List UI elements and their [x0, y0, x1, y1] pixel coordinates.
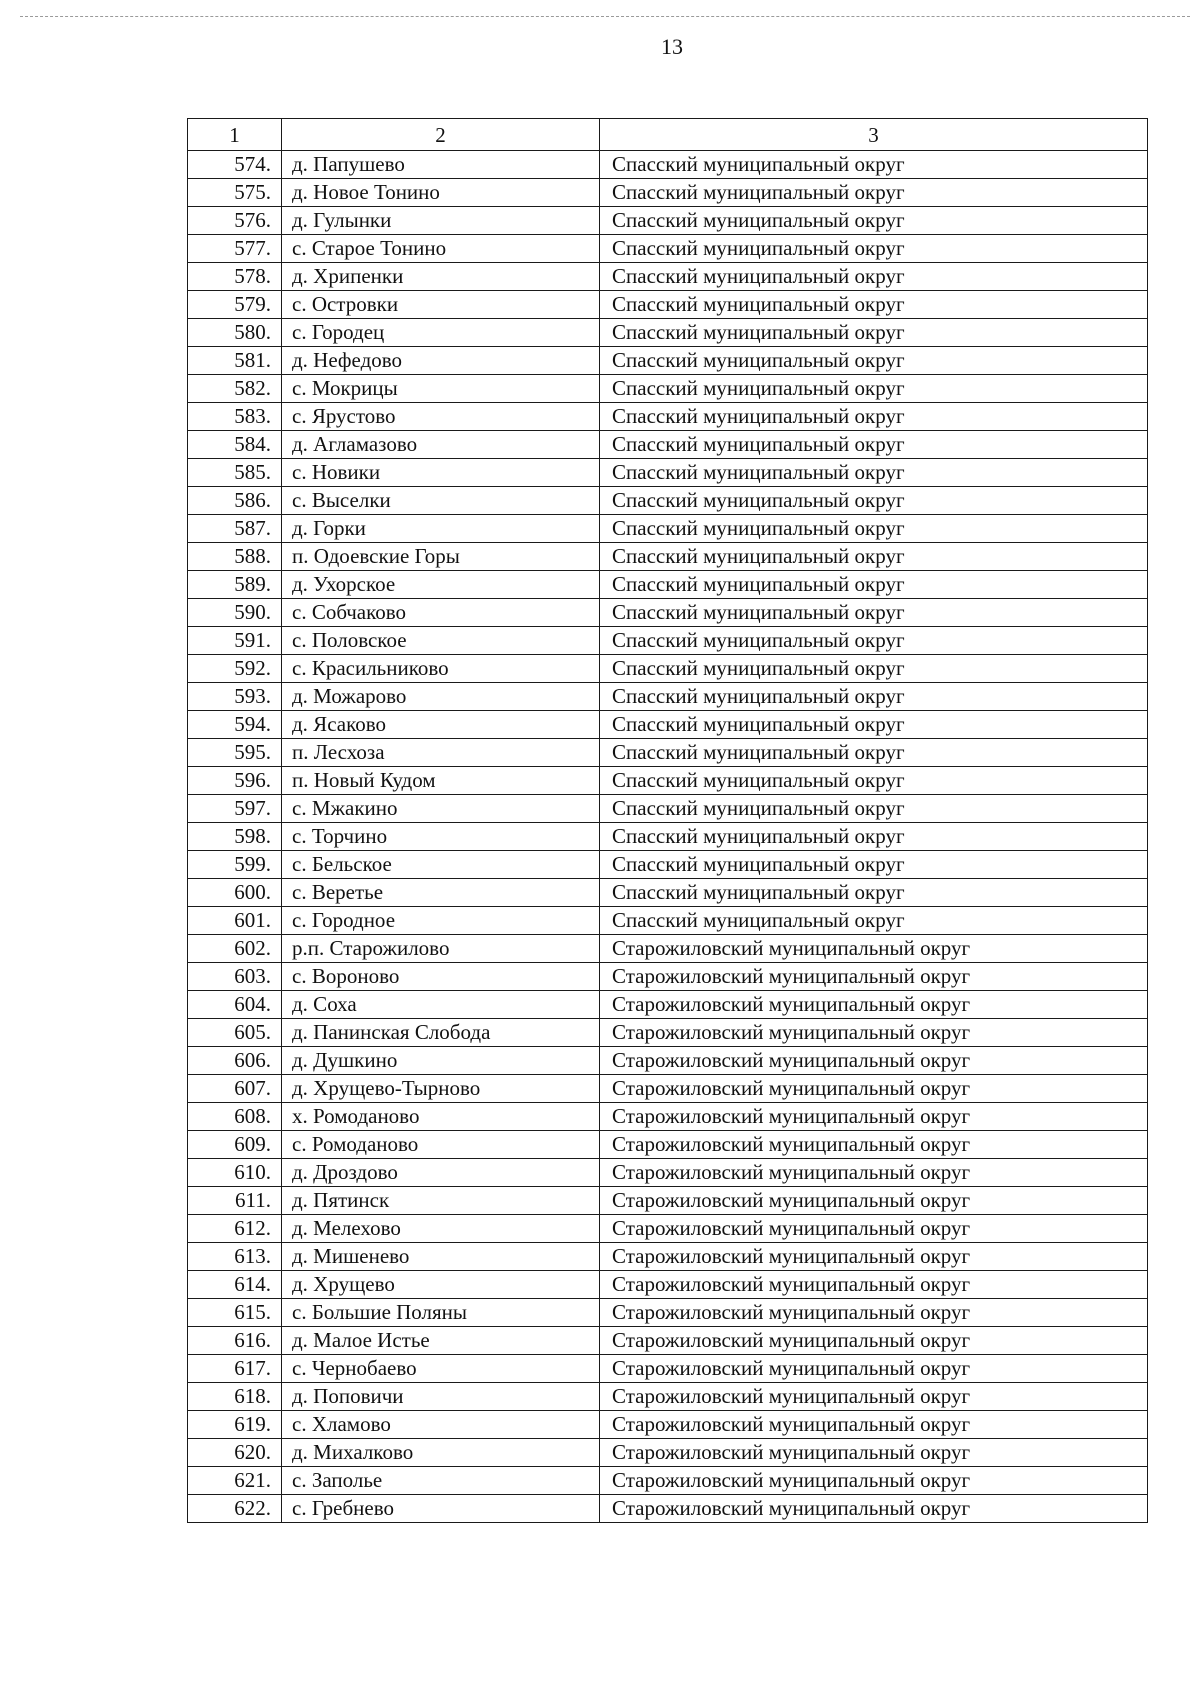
- row-number-cell: 609.: [188, 1131, 282, 1159]
- settlement-name-cell: х. Ромоданово: [282, 1103, 600, 1131]
- settlement-name-cell: с. Гребнево: [282, 1495, 600, 1523]
- row-number-cell: 600.: [188, 879, 282, 907]
- district-name-cell: Старожиловский муниципальный округ: [600, 1131, 1148, 1159]
- district-name-cell: Спасский муниципальный округ: [600, 375, 1148, 403]
- row-number-cell: 604.: [188, 991, 282, 1019]
- header-row: [188, 119, 1148, 151]
- district-name-cell: Старожиловский муниципальный округ: [600, 1383, 1148, 1411]
- settlement-name-cell: д. Малое Истье: [282, 1327, 600, 1355]
- district-name-cell: Спасский муниципальный округ: [600, 431, 1148, 459]
- table-row: [188, 1411, 1148, 1439]
- settlement-name-cell: с. Веретье: [282, 879, 600, 907]
- district-name-cell: Спасский муниципальный округ: [600, 599, 1148, 627]
- district-name-cell: Старожиловский муниципальный округ: [600, 1467, 1148, 1495]
- settlement-name-cell: с. Бельское: [282, 851, 600, 879]
- table-row: [188, 851, 1148, 879]
- row-number-cell: 616.: [188, 1327, 282, 1355]
- settlement-name-cell: д. Ухорское: [282, 571, 600, 599]
- row-number-cell: 618.: [188, 1383, 282, 1411]
- row-number-cell: 585.: [188, 459, 282, 487]
- table-row: [188, 1327, 1148, 1355]
- table-row: [188, 459, 1148, 487]
- row-number-cell: 602.: [188, 935, 282, 963]
- row-number-cell: 578.: [188, 263, 282, 291]
- row-number-cell: 613.: [188, 1243, 282, 1271]
- district-name-cell: Спасский муниципальный округ: [600, 151, 1148, 179]
- district-name-cell: Старожиловский муниципальный округ: [600, 1103, 1148, 1131]
- district-name-cell: Старожиловский муниципальный округ: [600, 1159, 1148, 1187]
- table-row: [188, 1439, 1148, 1467]
- column-header-settlement: 2: [282, 119, 600, 151]
- row-number-cell: 615.: [188, 1299, 282, 1327]
- district-name-cell: Спасский муниципальный округ: [600, 235, 1148, 263]
- row-number-cell: 607.: [188, 1075, 282, 1103]
- district-name-cell: Старожиловский муниципальный округ: [600, 1495, 1148, 1523]
- table-row: [188, 1215, 1148, 1243]
- scan-edge-line: [20, 16, 1190, 17]
- settlement-name-cell: д. Нефедово: [282, 347, 600, 375]
- table-row: [188, 1467, 1148, 1495]
- district-name-cell: Спасский муниципальный округ: [600, 683, 1148, 711]
- table-row: [188, 1159, 1148, 1187]
- table-row: [188, 767, 1148, 795]
- row-number-cell: 582.: [188, 375, 282, 403]
- table-row: [188, 795, 1148, 823]
- table-row: [188, 599, 1148, 627]
- settlement-name-cell: с. Старое Тонино: [282, 235, 600, 263]
- district-name-cell: Старожиловский муниципальный округ: [600, 963, 1148, 991]
- district-name-cell: Спасский муниципальный округ: [600, 459, 1148, 487]
- settlement-name-cell: с. Половское: [282, 627, 600, 655]
- row-number-cell: 590.: [188, 599, 282, 627]
- district-name-cell: Старожиловский муниципальный округ: [600, 1243, 1148, 1271]
- table-row: [188, 1271, 1148, 1299]
- district-name-cell: Спасский муниципальный округ: [600, 823, 1148, 851]
- settlement-name-cell: д. Пятинск: [282, 1187, 600, 1215]
- row-number-cell: 596.: [188, 767, 282, 795]
- district-name-cell: Спасский муниципальный округ: [600, 795, 1148, 823]
- row-number-cell: 598.: [188, 823, 282, 851]
- row-number-cell: 583.: [188, 403, 282, 431]
- district-name-cell: Старожиловский муниципальный округ: [600, 1327, 1148, 1355]
- table-row: [188, 1299, 1148, 1327]
- row-number-cell: 622.: [188, 1495, 282, 1523]
- settlement-name-cell: с. Выселки: [282, 487, 600, 515]
- table-row: [188, 879, 1148, 907]
- table-row: [188, 683, 1148, 711]
- table-row: [188, 711, 1148, 739]
- table-row: [188, 151, 1148, 179]
- settlement-name-cell: с. Торчино: [282, 823, 600, 851]
- settlement-name-cell: р.п. Старожилово: [282, 935, 600, 963]
- row-number-cell: 606.: [188, 1047, 282, 1075]
- district-name-cell: Спасский муниципальный округ: [600, 655, 1148, 683]
- row-number-cell: 592.: [188, 655, 282, 683]
- district-name-cell: Спасский муниципальный округ: [600, 739, 1148, 767]
- table-row: [188, 487, 1148, 515]
- row-number-cell: 577.: [188, 235, 282, 263]
- settlement-name-cell: с. Ромоданово: [282, 1131, 600, 1159]
- table-row: [188, 655, 1148, 683]
- settlements-table: [187, 118, 1148, 1523]
- settlement-name-cell: с. Красильниково: [282, 655, 600, 683]
- row-number-cell: 575.: [188, 179, 282, 207]
- table-row: [188, 263, 1148, 291]
- column-header-number: 1: [188, 119, 282, 151]
- district-name-cell: Спасский муниципальный округ: [600, 571, 1148, 599]
- table-row: [188, 347, 1148, 375]
- settlement-name-cell: д. Мишенево: [282, 1243, 600, 1271]
- district-name-cell: Старожиловский муниципальный округ: [600, 1019, 1148, 1047]
- page-number: 13: [661, 34, 683, 59]
- table-row: [188, 375, 1148, 403]
- row-number-cell: 619.: [188, 1411, 282, 1439]
- settlement-name-cell: с. Собчаково: [282, 599, 600, 627]
- district-name-cell: Старожиловский муниципальный округ: [600, 1187, 1148, 1215]
- district-name-cell: Старожиловский муниципальный округ: [600, 1299, 1148, 1327]
- settlement-name-cell: д. Папушево: [282, 151, 600, 179]
- table-row: [188, 431, 1148, 459]
- district-name-cell: Спасский муниципальный округ: [600, 711, 1148, 739]
- row-number-cell: 574.: [188, 151, 282, 179]
- row-number-cell: 597.: [188, 795, 282, 823]
- table-row: [188, 207, 1148, 235]
- district-name-cell: Старожиловский муниципальный округ: [600, 1215, 1148, 1243]
- row-number-cell: 579.: [188, 291, 282, 319]
- district-name-cell: Спасский муниципальный округ: [600, 347, 1148, 375]
- settlement-name-cell: с. Хламово: [282, 1411, 600, 1439]
- table-row: [188, 739, 1148, 767]
- row-number-cell: 586.: [188, 487, 282, 515]
- table-row: [188, 319, 1148, 347]
- district-name-cell: Старожиловский муниципальный округ: [600, 991, 1148, 1019]
- settlement-name-cell: с. Городец: [282, 319, 600, 347]
- row-number-cell: 587.: [188, 515, 282, 543]
- district-name-cell: Спасский муниципальный округ: [600, 767, 1148, 795]
- row-number-cell: 617.: [188, 1355, 282, 1383]
- settlement-name-cell: с. Островки: [282, 291, 600, 319]
- table-header: [188, 119, 1148, 151]
- settlement-name-cell: д. Агламазово: [282, 431, 600, 459]
- table-row: [188, 935, 1148, 963]
- column-header-district: 3: [600, 119, 1148, 151]
- settlement-name-cell: д. Ясаково: [282, 711, 600, 739]
- district-name-cell: Спасский муниципальный округ: [600, 851, 1148, 879]
- settlement-name-cell: д. Панинская Слобода: [282, 1019, 600, 1047]
- row-number-cell: 580.: [188, 319, 282, 347]
- row-number-cell: 589.: [188, 571, 282, 599]
- table-row: [188, 1383, 1148, 1411]
- table-row: [188, 963, 1148, 991]
- district-name-cell: Спасский муниципальный округ: [600, 515, 1148, 543]
- table-row: [188, 1103, 1148, 1131]
- table-row: [188, 1187, 1148, 1215]
- row-number-cell: 603.: [188, 963, 282, 991]
- settlement-name-cell: д. Михалково: [282, 1439, 600, 1467]
- settlement-name-cell: д. Хрущево-Тырново: [282, 1075, 600, 1103]
- row-number-cell: 608.: [188, 1103, 282, 1131]
- district-name-cell: Спасский муниципальный округ: [600, 403, 1148, 431]
- row-number-cell: 588.: [188, 543, 282, 571]
- row-number-cell: 612.: [188, 1215, 282, 1243]
- table-row: [188, 991, 1148, 1019]
- row-number-cell: 620.: [188, 1439, 282, 1467]
- row-number-cell: 594.: [188, 711, 282, 739]
- settlement-name-cell: д. Хрипенки: [282, 263, 600, 291]
- row-number-cell: 610.: [188, 1159, 282, 1187]
- table-body: [188, 151, 1148, 1523]
- table-row: [188, 823, 1148, 851]
- row-number-cell: 611.: [188, 1187, 282, 1215]
- row-number-cell: 595.: [188, 739, 282, 767]
- table-row: [188, 1131, 1148, 1159]
- settlement-name-cell: с. Большие Поляны: [282, 1299, 600, 1327]
- table-row: [188, 1243, 1148, 1271]
- settlement-name-cell: д. Горки: [282, 515, 600, 543]
- settlement-name-cell: с. Вороново: [282, 963, 600, 991]
- table-row: [188, 1355, 1148, 1383]
- settlement-name-cell: д. Соха: [282, 991, 600, 1019]
- district-name-cell: Спасский муниципальный округ: [600, 291, 1148, 319]
- table-row: [188, 1495, 1148, 1523]
- district-name-cell: Спасский муниципальный округ: [600, 543, 1148, 571]
- district-name-cell: Спасский муниципальный округ: [600, 907, 1148, 935]
- table-row: [188, 907, 1148, 935]
- district-name-cell: Старожиловский муниципальный округ: [600, 1411, 1148, 1439]
- district-name-cell: Спасский муниципальный округ: [600, 627, 1148, 655]
- settlement-name-cell: с. Городное: [282, 907, 600, 935]
- district-name-cell: Спасский муниципальный округ: [600, 319, 1148, 347]
- district-name-cell: Спасский муниципальный округ: [600, 879, 1148, 907]
- row-number-cell: 576.: [188, 207, 282, 235]
- settlement-name-cell: п. Одоевские Горы: [282, 543, 600, 571]
- table-row: [188, 571, 1148, 599]
- table-row: [188, 403, 1148, 431]
- settlement-name-cell: д. Новое Тонино: [282, 179, 600, 207]
- district-name-cell: Спасский муниципальный округ: [600, 179, 1148, 207]
- row-number-cell: 581.: [188, 347, 282, 375]
- row-number-cell: 599.: [188, 851, 282, 879]
- settlement-name-cell: с. Чернобаево: [282, 1355, 600, 1383]
- settlement-name-cell: п. Лесхоза: [282, 739, 600, 767]
- row-number-cell: 584.: [188, 431, 282, 459]
- settlement-name-cell: д. Гулынки: [282, 207, 600, 235]
- settlement-name-cell: д. Можарово: [282, 683, 600, 711]
- table-row: [188, 627, 1148, 655]
- settlement-name-cell: д. Душкино: [282, 1047, 600, 1075]
- settlement-name-cell: с. Новики: [282, 459, 600, 487]
- settlement-name-cell: д. Мелехово: [282, 1215, 600, 1243]
- table-row: [188, 179, 1148, 207]
- row-number-cell: 621.: [188, 1467, 282, 1495]
- table-row: [188, 1047, 1148, 1075]
- table-row: [188, 1075, 1148, 1103]
- row-number-cell: 591.: [188, 627, 282, 655]
- row-number-cell: 605.: [188, 1019, 282, 1047]
- settlement-name-cell: п. Новый Кудом: [282, 767, 600, 795]
- settlement-name-cell: с. Мжакино: [282, 795, 600, 823]
- table-row: [188, 515, 1148, 543]
- settlement-name-cell: с. Мокрицы: [282, 375, 600, 403]
- district-name-cell: Старожиловский муниципальный округ: [600, 1075, 1148, 1103]
- district-name-cell: Старожиловский муниципальный округ: [600, 1271, 1148, 1299]
- row-number-cell: 601.: [188, 907, 282, 935]
- district-name-cell: Старожиловский муниципальный округ: [600, 935, 1148, 963]
- district-name-cell: Спасский муниципальный округ: [600, 263, 1148, 291]
- settlement-name-cell: д. Дроздово: [282, 1159, 600, 1187]
- settlement-name-cell: с. Ярустово: [282, 403, 600, 431]
- district-name-cell: Старожиловский муниципальный округ: [600, 1047, 1148, 1075]
- settlement-name-cell: д. Хрущево: [282, 1271, 600, 1299]
- row-number-cell: 593.: [188, 683, 282, 711]
- table-row: [188, 1019, 1148, 1047]
- district-name-cell: Старожиловский муниципальный округ: [600, 1355, 1148, 1383]
- settlement-name-cell: с. Заполье: [282, 1467, 600, 1495]
- district-name-cell: Спасский муниципальный округ: [600, 207, 1148, 235]
- table-row: [188, 235, 1148, 263]
- settlement-name-cell: д. Поповичи: [282, 1383, 600, 1411]
- table-row: [188, 543, 1148, 571]
- district-name-cell: Спасский муниципальный округ: [600, 487, 1148, 515]
- row-number-cell: 614.: [188, 1271, 282, 1299]
- table-row: [188, 291, 1148, 319]
- district-name-cell: Старожиловский муниципальный округ: [600, 1439, 1148, 1467]
